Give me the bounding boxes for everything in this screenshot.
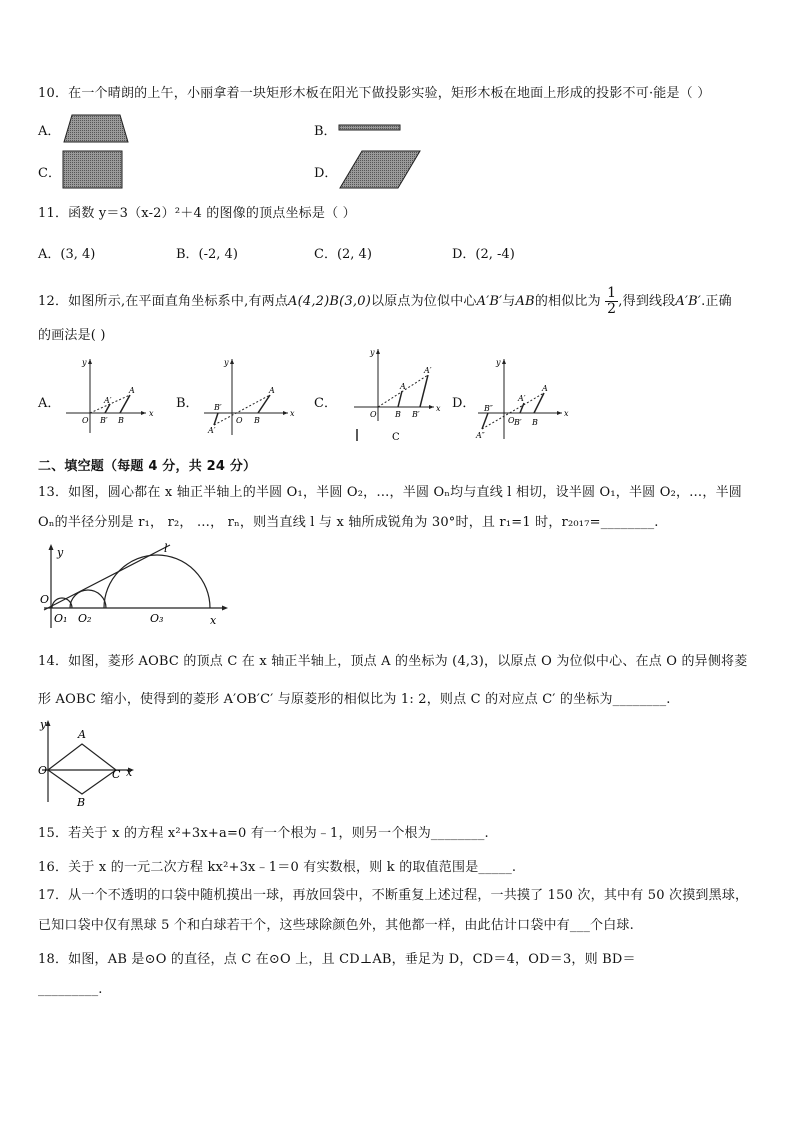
q10-fig-rectangle	[62, 150, 124, 190]
svg-text:x: x	[436, 404, 441, 413]
svg-text:y: y	[40, 718, 47, 731]
q13-line1: 13．如图，圆心都在 x 轴正半轴上的半圆 O₁，半圆 O₂，…，半圆 Oₙ均与直线 l 相切，设半圆 O₁，半圆 O₂，…，半圆	[38, 485, 742, 500]
svg-text:B: B	[77, 796, 86, 809]
q10-fig-parallelogram	[338, 150, 422, 190]
q12-option-c: C．	[314, 396, 337, 411]
svg-text:A′: A′	[518, 394, 526, 403]
q12-option-b: B．	[176, 396, 199, 411]
svg-text:y: y	[82, 358, 87, 367]
q12-line2: 的画法是( )	[38, 328, 106, 343]
q10-option-d: D．	[314, 166, 338, 181]
q11-text: 11．函数 y＝3（x-2）²＋4 的图像的顶点坐标是（ ）	[38, 206, 356, 221]
svg-text:O₂: O₂	[78, 612, 92, 625]
q14-line1: 14．如图，菱形 AOBC 的顶点 C 在 x 轴正半轴上，顶点 A 的坐标为 (4,3)，以原点 O 为位似中心、在点 O 的异侧将菱	[38, 654, 748, 669]
svg-text:A″: A″	[476, 431, 485, 440]
q12-fig-a	[62, 355, 154, 437]
q14-line2: 形 AOBC 缩小，使得到的菱形 A′OB′C′ 与原菱形的相似比为 1: 2，则点 C 的对应点 C′ 的坐标为________.	[38, 692, 671, 707]
q10-fig-trapezoid	[62, 114, 130, 144]
svg-text:B′: B′	[100, 416, 108, 425]
q13-line2: Oₙ的半径分别是 r₁， r₂， …， rₙ，则当直线 l 与 x 轴所成锐角为 30°时，且 r₁=1 时，r₂₀₁₇=________.	[38, 515, 659, 530]
svg-text:B: B	[254, 416, 260, 425]
svg-text:x: x	[564, 409, 569, 418]
q10-text: 10．在一个晴朗的上午，小丽拿着一块矩形木板在阳光下做投影实验，矩形木板在地面上形成的投影不可·能是（ ）	[38, 86, 711, 101]
q11-option-d: D．(2, -4)	[452, 247, 515, 262]
svg-text:A: A	[542, 384, 548, 393]
svg-text:C: C	[112, 768, 121, 781]
svg-text:B: B	[118, 416, 124, 425]
svg-text:B′: B′	[412, 410, 420, 419]
svg-text:x: x	[126, 766, 133, 779]
ratio-fraction: $\frac{1}{2}$	[607, 285, 617, 317]
svg-text:y: y	[57, 546, 64, 559]
svg-text:A: A	[400, 382, 406, 391]
q18-line2: _________.	[38, 982, 103, 997]
svg-text:B: B	[532, 418, 538, 427]
svg-text:x: x	[149, 409, 154, 418]
q17-line2: 已知口袋中仅有黑球 5 个和白球若干个，这些球除颜色外，其他都一样，由此估计口袋中有___个白球.	[38, 918, 634, 933]
svg-text:O₁: O₁	[54, 612, 68, 625]
q15-text: 15．若关于 x 的方程 x²+3x+a=0 有一个根为﹣1，则另一个根为________.	[38, 826, 489, 841]
svg-text:y: y	[224, 358, 229, 367]
q10-option-c: C．	[38, 166, 61, 181]
svg-text:O: O	[82, 416, 89, 425]
q17-line1: 17．从一个不透明的口袋中随机摸出一球，再放回袋中，不断重复上述过程，一共摸了 150 次，其中有 50 次摸到黑球，	[38, 888, 749, 903]
svg-text:A′: A′	[424, 366, 432, 375]
q11-option-b: B．(-2, 4)	[176, 247, 238, 262]
svg-text:C: C	[392, 432, 400, 443]
q11-option-c: C．(2, 4)	[314, 247, 372, 262]
q11-option-a: A．(3, 4)	[38, 247, 96, 262]
q12-option-a: A．	[38, 396, 61, 411]
svg-text:x: x	[210, 614, 217, 627]
svg-text:A′: A′	[208, 426, 216, 435]
svg-text:A: A	[129, 386, 135, 395]
svg-text:O: O	[40, 593, 50, 606]
q12-fig-b	[200, 355, 296, 437]
svg-text:B″: B″	[484, 404, 493, 413]
svg-text:B′: B′	[514, 418, 522, 427]
q10-option-b: B．	[314, 124, 337, 139]
svg-text:x: x	[290, 409, 295, 418]
q10-option-a: A．	[38, 124, 61, 139]
svg-text:O₃: O₃	[150, 612, 164, 625]
q12-option-d: D．	[452, 396, 476, 411]
svg-text:O: O	[38, 764, 48, 777]
svg-text:O: O	[508, 416, 515, 425]
q12-fig-d	[474, 355, 570, 441]
q10-fig-segment	[338, 124, 402, 132]
svg-text:O: O	[236, 416, 243, 425]
svg-text:y: y	[370, 348, 375, 357]
q18-line1: 18．如图，AB 是⊙O 的直径，点 C 在⊙O 上，且 CD⊥AB，垂足为 D，CD＝4，OD＝3，则 BD＝	[38, 952, 636, 967]
svg-text:O: O	[370, 410, 377, 419]
svg-text:A: A	[78, 728, 86, 741]
svg-text:A: A	[269, 386, 275, 395]
q12-fig-c	[340, 345, 440, 443]
svg-text:B: B	[395, 410, 401, 419]
q16-text: 16．关于 x 的一元二次方程 kx²+3x﹣1＝0 有实数根，则 k 的取值范围是_____.	[38, 860, 517, 875]
svg-text:y: y	[496, 358, 501, 367]
section-title: 二、填空题（每题 4 分，共 24 分）	[38, 459, 257, 474]
svg-text:A′: A′	[104, 396, 112, 405]
q12-line1: 12．如图所示,在平面直角坐标系中,有两点A(4,2)B(3,0)以原点为位似中心A′B′与AB的相似比为 $\frac{1}{2}$ ,得到线段A′B′.正确	[38, 285, 732, 317]
svg-text:l: l	[164, 542, 168, 555]
svg-text:B′: B′	[214, 403, 222, 412]
q14-fig-rhombus	[38, 716, 142, 808]
q13-fig-semicircles	[38, 540, 234, 630]
